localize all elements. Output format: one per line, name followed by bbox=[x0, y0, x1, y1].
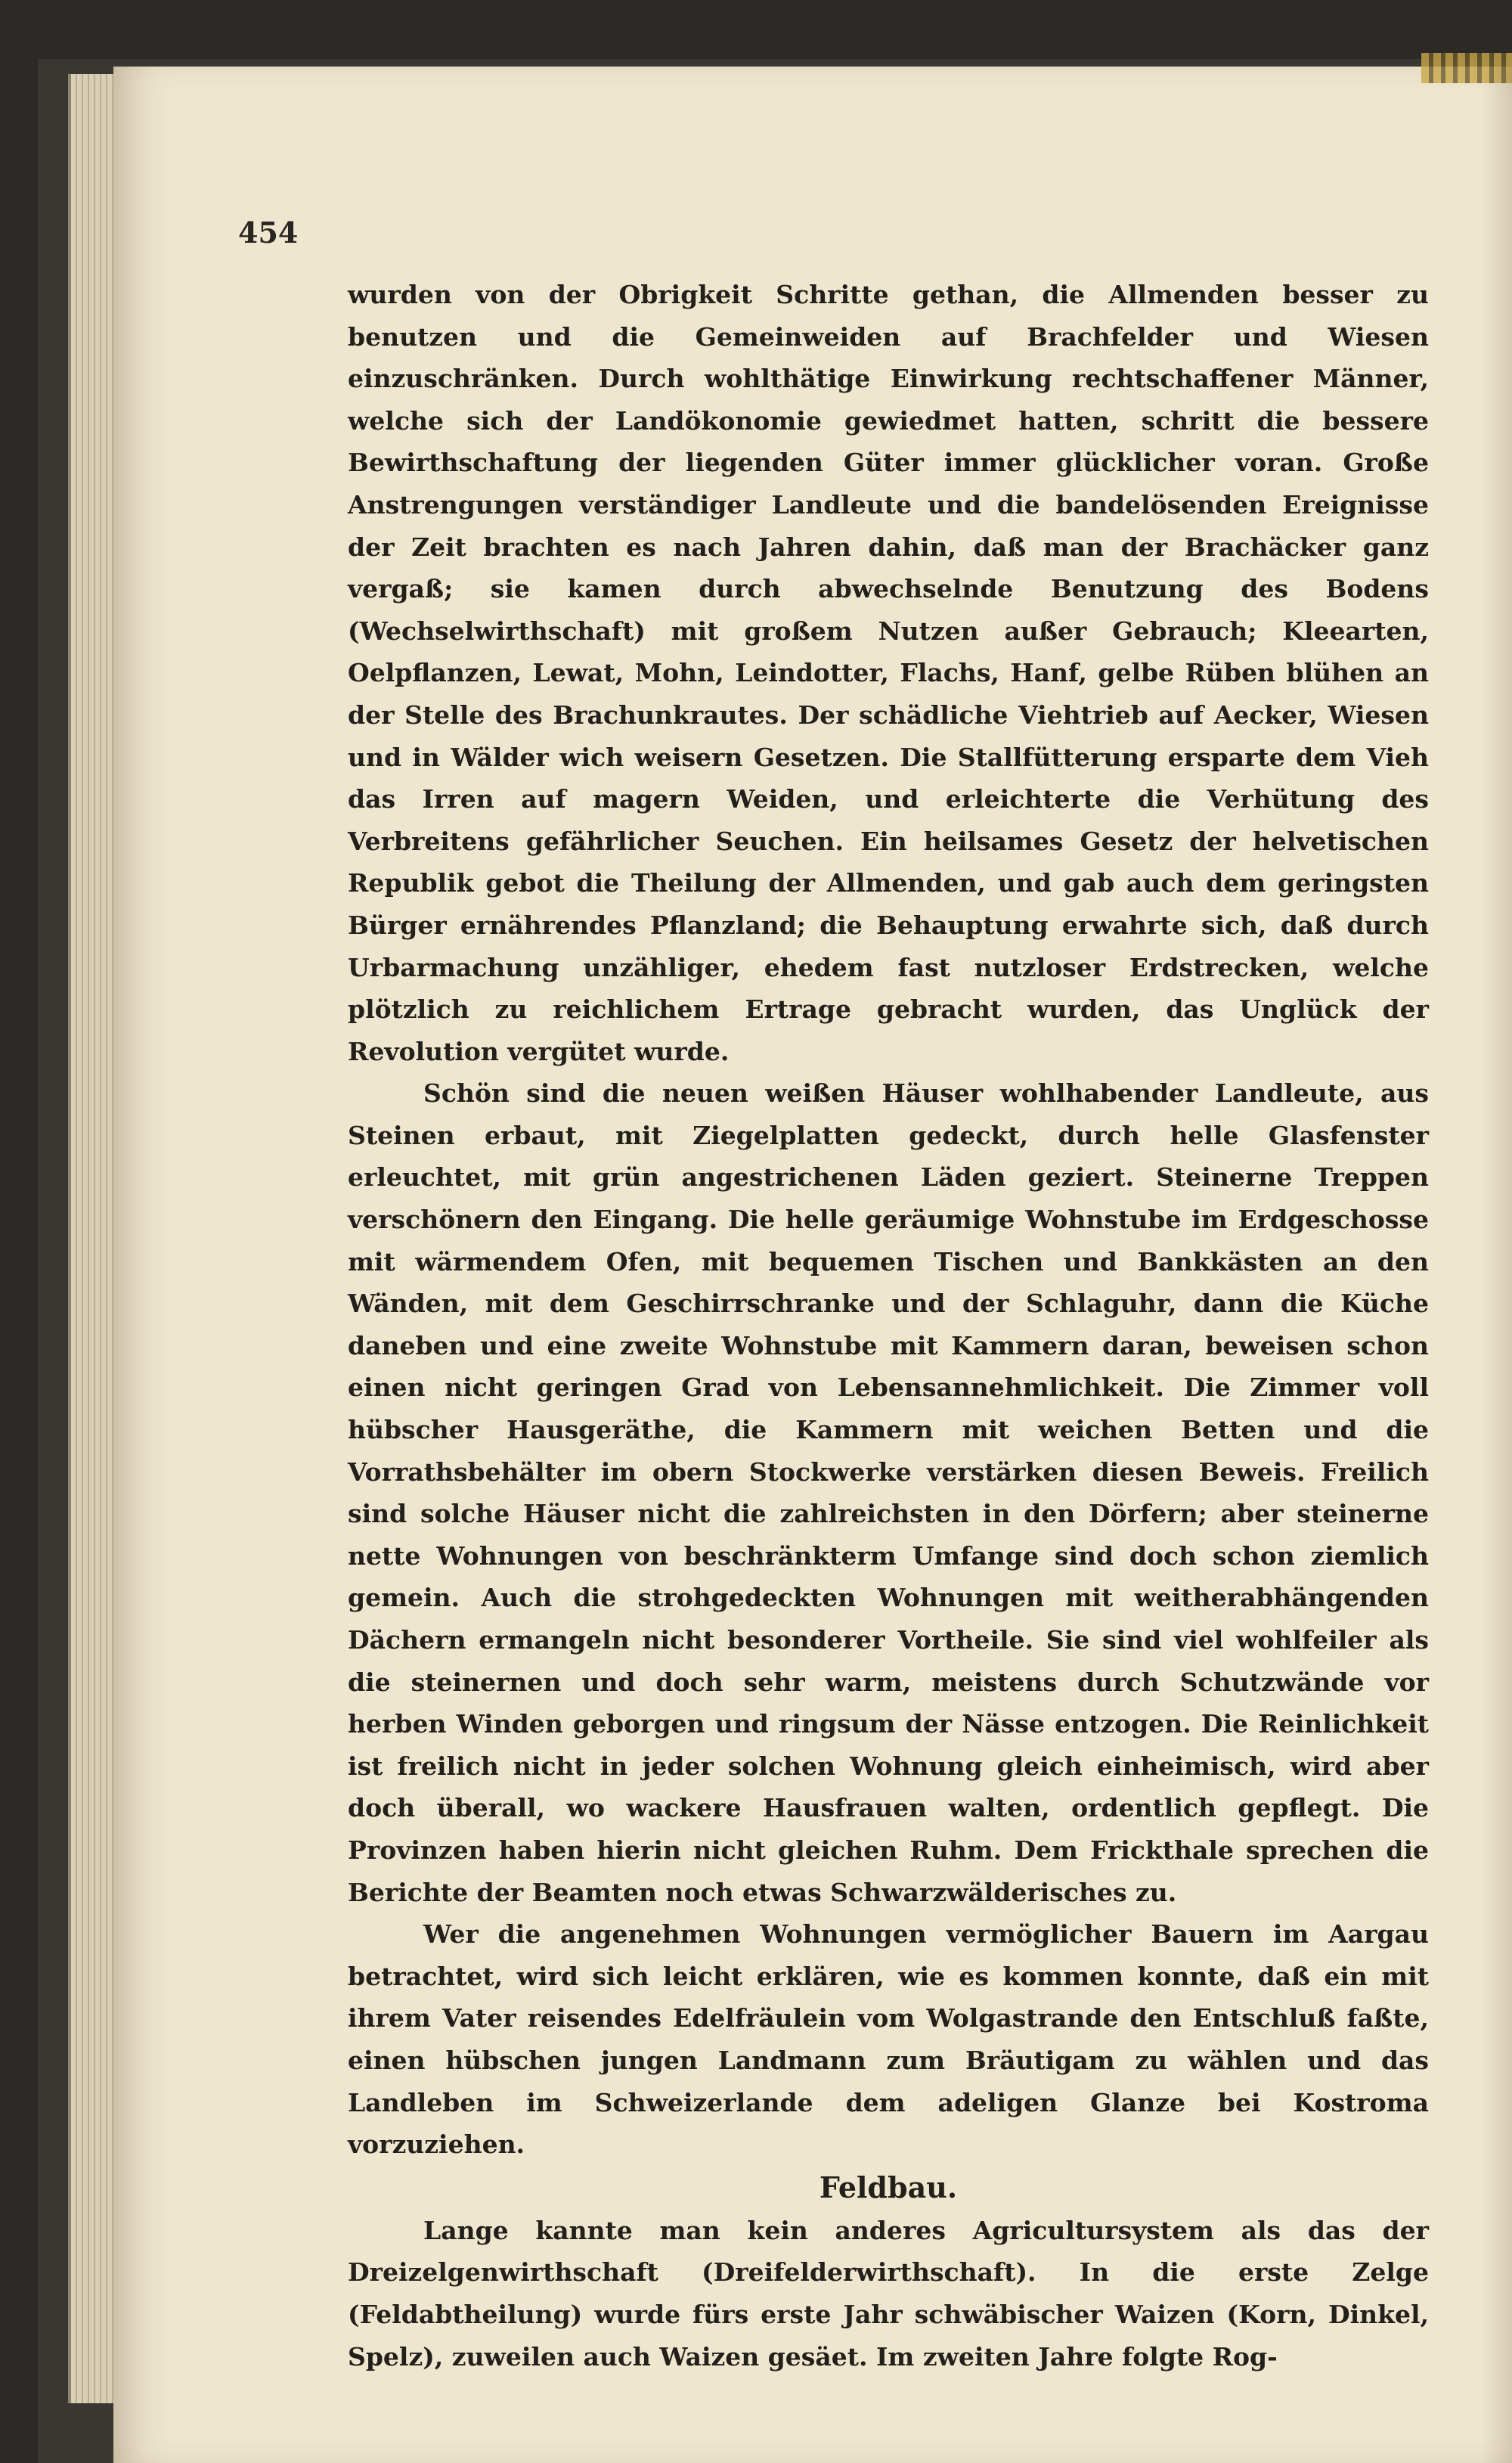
page-number: 454 bbox=[238, 216, 299, 250]
section-heading: Feldbau. bbox=[819, 2170, 958, 2204]
paragraph-2: Schön sind die neuen weißen Häuser wohlhabender Landleute, aus Steinen erbaut, mit Ziegelplatten gedeckt, durch helle Glasfenster erleuchtet, mit grün angestrichenen Läden geziert. Steinerne Treppen verschönern den Eingang. Die helle geräumige Wohnstube im Erdgeschosse mit wärmendem Ofen, mit bequemen Tischen und Bankkästen an den Wänden, mit dem Geschirrschranke und der Schlaguhr, dann die Küche daneben und eine zweite Wohnstube mit Kammern daran, beweisen schon einen nicht geringen Grad von Lebensannehmlichkeit. Die Zimmer voll hübscher Hausgeräthe, die Kammern mit weichen Betten und die Vorrathsbehälter im obern Stockwerke verstärken diesen Beweis. Freilich sind solche Häuser nicht die zahlreichsten in den Dörfern; aber steinerne nette Wohnungen von beschränkterm Umfange sind doch schon ziemlich gemein. Auch die strohgedeckten Wohnungen mit weitherabhängenden Dächern ermangeln nicht besonderer Vortheile. Sie sind viel wohlfeiler als die steinernen und doch sehr warm, meistens durch Schutzwände vor herben Winden geborgen und ringsum der Nässe entzogen. Die Reinlichkeit ist freilich nicht in jeder solchen Wohnung gleich einheimisch, wird aber doch überall, wo wackere Hausfrauen walten, ordentlich gepflegt. Die Provinzen haben hierin nicht gleichen Ruhm. Dem Frickthale sprechen die Berichte der Beamten noch etwas Schwarzwälderisches zu. bbox=[348, 1078, 1429, 1907]
text-block bbox=[348, 274, 1429, 2378]
paragraph-3: Wer die angenehmen Wohnungen vermöglicher Bauern im Aargau betrachtet, wird sich leicht erklären, wie es kommen konnte, daß ein mit ihrem Vater reisendes Edelfräulein vom Wolgastrande den Entschluß faßte, einen hübschen jungen Landmann zum Bräutigam zu wählen und das Landleben im Schweizerlande dem adeligen Glanze bei Kostroma vorzuziehen. bbox=[348, 1919, 1429, 2160]
page-edges bbox=[68, 74, 116, 2403]
paragraph-1: wurden von der Obrigkeit Schritte gethan, die Allmenden besser zu benutzen und die Gemeinweiden auf Brachfelder und Wiesen einzuschränken. Durch wohlthätige Einwirkung rechtschaffener Männer, welche sich der Landökonomie gewiedmet hatten, schritt die bessere Bewirthschaftung der liegenden Güter immer glücklicher voran. Große Anstrengungen verständiger Landleute und die bandelösenden Ereignisse der Zeit brachten es nach Jahren dahin, daß man der Brachäcker ganz vergaß; sie kamen durch abwechselnde Benutzung des Bodens (Wechselwirthschaft) mit großem Nutzen außer Gebrauch; Kleearten, Oelpflanzen, Lewat, Mohn, Leindotter, Flachs, Hanf, gelbe Rüben blühen an der Stelle des Brachunkrautes. Der schädliche Viehtrieb auf Aecker, Wiesen und in Wälder wich weisern Gesetzen. Die Stallfütterung ersparte dem Vieh das Irren auf magern Weiden, und erleichterte die Verhütung des Verbreitens gefährlicher Seuchen. Ein heilsames Gesetz der helvetischen Republik gebot die Theilung der Allmenden, und gab auch dem geringsten Bürger ernährendes Pflanzland; die Behauptung erwahrte sich, daß durch Urbarmachung unzähliger, ehedem fast nutzloser Erdstrecken, welche plötzlich zu reichlichem Ertrage gebracht wurden, das Unglück der Revolution vergütet wurde. bbox=[348, 280, 1429, 1066]
section-paragraph: Lange kannte man kein anderes Agricultursystem als das der Dreizelgenwirthschaft (Dreifelderwirthschaft). In die erste Zelge (Feldabtheilung) wurde fürs erste Jahr schwäbischer Waizen (Korn, Dinkel, Spelz), zuweilen auch Waizen gesäet. Im zweiten Jahre folgte Rog- bbox=[348, 2215, 1429, 2371]
page-shadow bbox=[1482, 67, 1512, 2463]
